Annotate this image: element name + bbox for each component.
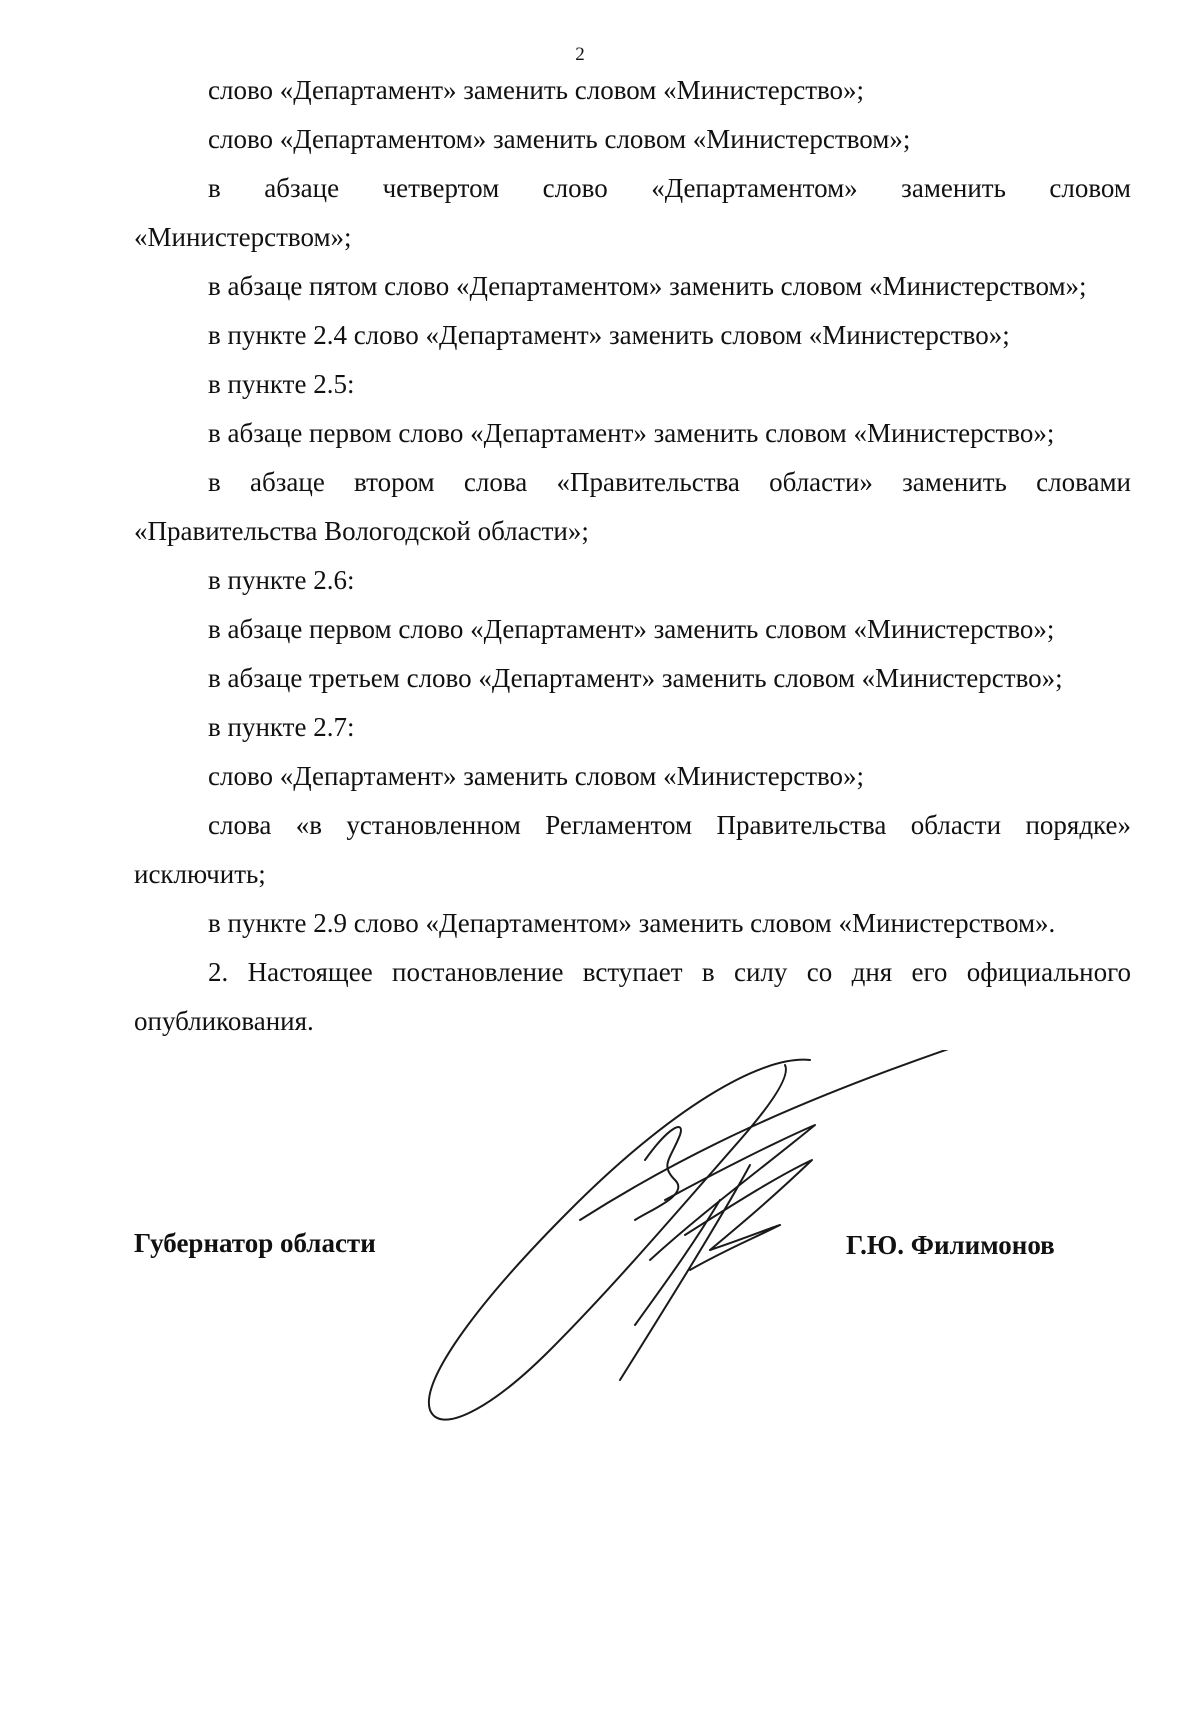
paragraph: в пункте 2.5: — [208, 369, 355, 399]
paragraph: в пункте 2.9 слово «Департаментом» заменить словом «Министерством». — [208, 908, 1056, 938]
paragraph: слово «Департамент» заменить словом «Министерство»; — [208, 761, 865, 791]
paragraph: в пункте 2.6: — [208, 565, 355, 595]
paragraph: в пункте 2.4 слово «Департамент» заменить словом «Министерство»; — [208, 320, 1010, 350]
signatory-title: Губернатор области — [134, 1228, 376, 1258]
paragraph: в абзаце пятом слово «Департаментом» заменить словом «Министерством»; — [208, 271, 1087, 301]
paragraph: слова «в установленном Регламентом Правительства области порядке» исключить; — [134, 810, 1131, 889]
paragraph: слово «Департаментом» заменить словом «Министерством»; — [208, 124, 911, 154]
paragraph: в пункте 2.7: — [208, 712, 355, 742]
document-body — [134, 66, 1131, 1046]
signatory-name: Г.Ю. Филимонов — [846, 1230, 1055, 1260]
paragraph: в абзаце первом слово «Департамент» заменить словом «Министерство»; — [208, 614, 1055, 644]
page-number: 2 — [575, 44, 585, 65]
paragraph: в абзаце первом слово «Департамент» заменить словом «Министерство»; — [208, 418, 1055, 448]
paragraph: в абзаце третьем слово «Департамент» заменить словом «Министерство»; — [208, 663, 1063, 693]
paragraph: в абзаце четвертом слово «Департаментом» заменить словом «Министерством»; — [134, 173, 1131, 252]
paragraph: в абзаце втором слова «Правительства области» заменить словами «Правительства Вологодской области»; — [134, 467, 1131, 546]
paragraph: 2. Настоящее постановление вступает в силу со дня его официального опубликования. — [134, 957, 1131, 1036]
paragraph: слово «Департамент» заменить словом «Министерство»; — [208, 75, 865, 105]
